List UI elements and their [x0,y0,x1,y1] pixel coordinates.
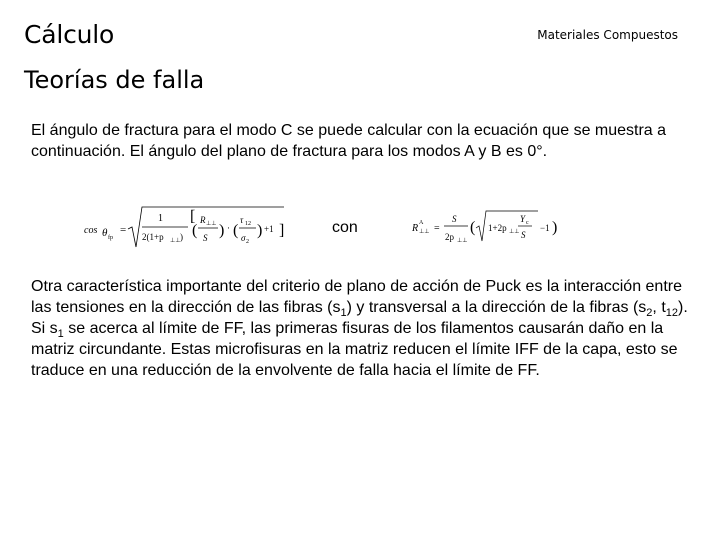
puck-text-3: , t [652,299,666,316]
svg-text:R: R [412,223,419,234]
svg-text:θ: θ [102,227,108,239]
svg-text:c: c [526,220,529,226]
svg-text:(: ( [192,222,198,239]
puck-text-5: se acerca al límite de FF, las primeras fisuras de los filamentos causarán daño en la matriz circundante. Estas microfisuras en la matriz reducen el límite IFF de la capa, esto se traduce en una reducción de la envolvente de falla hacia el límite de FF. [31,320,678,379]
svg-text:2: 2 [246,239,249,245]
section-title: Teorías de falla [24,66,205,94]
svg-text:fp: fp [108,235,113,241]
subscript-1b: 1 [57,328,64,341]
puck-text-2: ) y transversal a la dirección de la fibras (s [346,299,647,316]
svg-text:A: A [419,220,424,226]
svg-text:σ: σ [241,233,246,243]
svg-text:[: [ [190,208,196,225]
svg-text:·: · [227,223,230,233]
svg-text:⊥⊥: ⊥⊥ [170,238,181,244]
svg-text:−1: −1 [540,223,550,233]
svg-text:(: ( [233,222,239,239]
intro-paragraph: El ángulo de fractura para el modo C se puede calcular con la ecuación que se muestra a continuación. El ángulo del plano de fractura para los modos A y B es 0°. [31,122,667,160]
svg-text:]: ] [279,222,285,239]
svg-text:=: = [434,223,440,234]
svg-text:⊥⊥: ⊥⊥ [419,229,430,235]
svg-text:Y: Y [520,214,526,224]
svg-text:(: ( [470,219,476,236]
subscript-2: 2 [646,307,653,320]
course-label: Materiales Compuestos [537,28,678,42]
svg-text:⊥⊥: ⊥⊥ [509,229,520,235]
puck-text-1: Otra característica importante del criterio de plano de acción de Puck es la interacción entre las tensiones en la dirección de las fibras (s [31,278,682,316]
svg-text:1+2p: 1+2p [488,223,507,233]
svg-text:): ) [219,222,225,239]
svg-text:S: S [521,230,526,240]
equation-connector: con [332,219,358,236]
svg-text:=: = [120,224,127,236]
svg-text:+1: +1 [264,224,274,234]
page-title: Cálculo [24,20,115,49]
svg-text:1: 1 [158,213,163,224]
svg-text:): ) [180,232,183,242]
transverse-resistance-formula [412,207,558,249]
svg-text:2p: 2p [445,232,454,242]
svg-text:τ: τ [240,215,244,225]
svg-text:⊥⊥: ⊥⊥ [457,238,468,244]
svg-text:cos: cos [84,225,98,236]
svg-text:12: 12 [245,221,251,227]
svg-text:): ) [257,222,263,239]
puck-paragraph [31,276,691,381]
svg-text:): ) [552,219,558,236]
svg-text:S: S [452,214,457,224]
subscript-1: 1 [340,307,347,320]
svg-text:⊥⊥: ⊥⊥ [206,221,217,227]
svg-text:S: S [203,233,208,243]
puck-text-4: ). Si s [31,299,688,337]
svg-text:2(1+p: 2(1+p [142,232,164,242]
svg-text:R: R [200,215,206,225]
subscript-12: 12 [665,307,679,320]
fracture-angle-formula [84,201,290,251]
